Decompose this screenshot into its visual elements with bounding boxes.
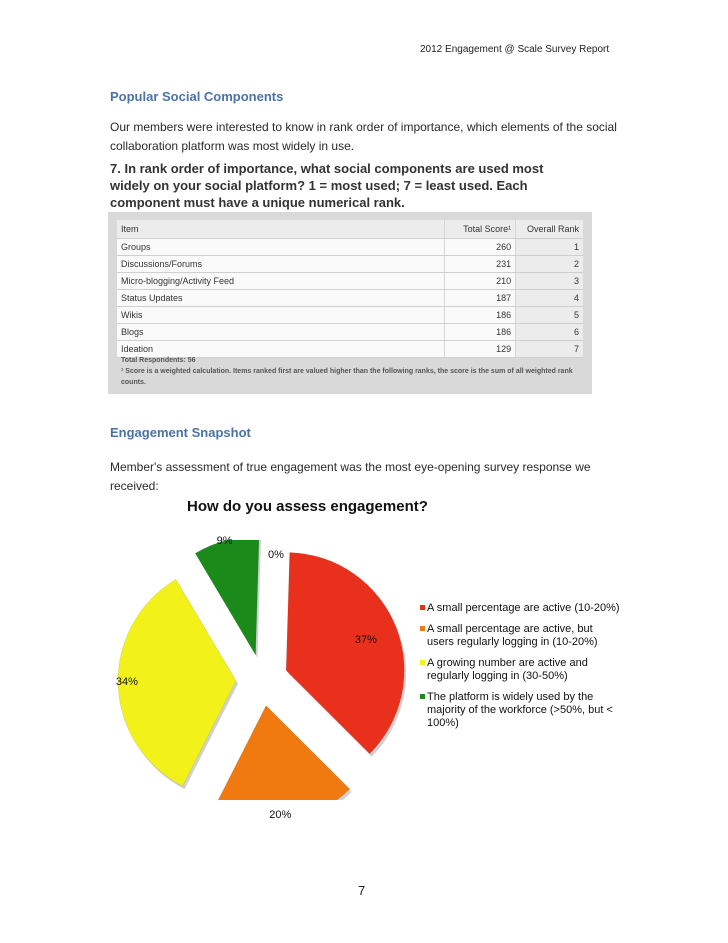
legend-label: A growing number are active and regularly logging in (30-50%) [427, 657, 588, 682]
table-row [117, 256, 583, 273]
legend-item [420, 657, 620, 683]
legend-item [420, 623, 620, 649]
survey-table-panel [108, 212, 592, 394]
chart-title: How do you assess engagement? [187, 498, 428, 515]
pie-slice [213, 706, 350, 800]
chart-legend [420, 602, 620, 738]
legend-label: The platform is widely used by the majority of the workforce (>50%, but < 100%) [427, 691, 613, 729]
column-header-total-score: Total Score¹ [444, 220, 516, 239]
rank-cell: 5 [516, 307, 583, 324]
survey-footnote [121, 355, 581, 388]
rank-cell: 7 [516, 341, 583, 358]
table-row [117, 307, 583, 324]
item-cell: Groups [117, 239, 444, 256]
survey-question: 7. In rank order of importance, what social components are used most widely on your social platform? 1 = most used; 7 = least used. Each component must have a unique numerical rank. [110, 161, 544, 210]
data-label: 34% [115, 676, 138, 689]
section-intro-popular-components: Our members were interested to know in rank order of importance, which elements of the social collaboration platform was most widely in use. [110, 120, 617, 153]
score-cell: 186 [444, 324, 516, 341]
score-cell: 231 [444, 256, 516, 273]
rank-cell: 3 [516, 273, 583, 290]
score-cell: 187 [444, 290, 516, 307]
data-label: 0% [268, 549, 284, 561]
section-title-engagement-snapshot: Engagement Snapshot [110, 425, 251, 440]
section-title-popular-components: Popular Social Components [110, 89, 284, 104]
survey-question-image [108, 160, 592, 394]
item-cell: Micro-blogging/Activity Feed [117, 273, 444, 290]
column-header-item: Item [117, 220, 444, 239]
table-row [117, 239, 583, 256]
section-intro-engagement-snapshot: Member's assessment of true engagement was the most eye-opening survey response we received: [110, 460, 591, 493]
survey-table [117, 220, 583, 358]
score-cell: 260 [444, 239, 516, 256]
score-cell: 210 [444, 273, 516, 290]
data-label: 9% [216, 534, 233, 547]
legend-item [420, 691, 620, 730]
column-header-overall-rank: Overall Rank [516, 220, 583, 239]
legend-swatch [420, 605, 425, 610]
item-cell: Status Updates [117, 290, 444, 307]
pie-slice [286, 552, 404, 753]
rank-cell: 4 [516, 290, 583, 307]
legend-swatch [420, 660, 425, 665]
page-number: 7 [358, 883, 366, 898]
legend-swatch [420, 694, 425, 699]
table-header-row [117, 220, 583, 239]
data-label: 20% [269, 808, 292, 821]
score-cell: 129 [444, 341, 516, 358]
legend-item [420, 602, 620, 615]
item-cell: Blogs [117, 324, 444, 341]
total-respondents: Total Respondents: 56 [121, 357, 196, 364]
score-cell: 186 [444, 307, 516, 324]
item-cell: Wikis [117, 307, 444, 324]
rank-cell: 2 [516, 256, 583, 273]
engagement-pie-chart [110, 540, 410, 800]
rank-cell: 1 [516, 239, 583, 256]
item-cell: Ideation [117, 341, 444, 358]
table-row [117, 273, 583, 290]
rank-cell: 6 [516, 324, 583, 341]
legend-label: A small percentage are active (10-20%) [427, 602, 620, 614]
data-label: 37% [354, 633, 377, 646]
report-header: 2012 Engagement @ Scale Survey Report [420, 44, 610, 55]
table-row [117, 324, 583, 341]
score-footnote: ¹ Score is a weighted calculation. Items ranked first are valued higher than the following ranks, the score is the sum of all weighted rank counts. [121, 368, 573, 386]
item-cell: Discussions/Forums [117, 256, 444, 273]
table-row [117, 290, 583, 307]
legend-label: A small percentage are active, but users regularly logging in (10-20%) [427, 623, 598, 648]
legend-swatch [420, 626, 425, 631]
